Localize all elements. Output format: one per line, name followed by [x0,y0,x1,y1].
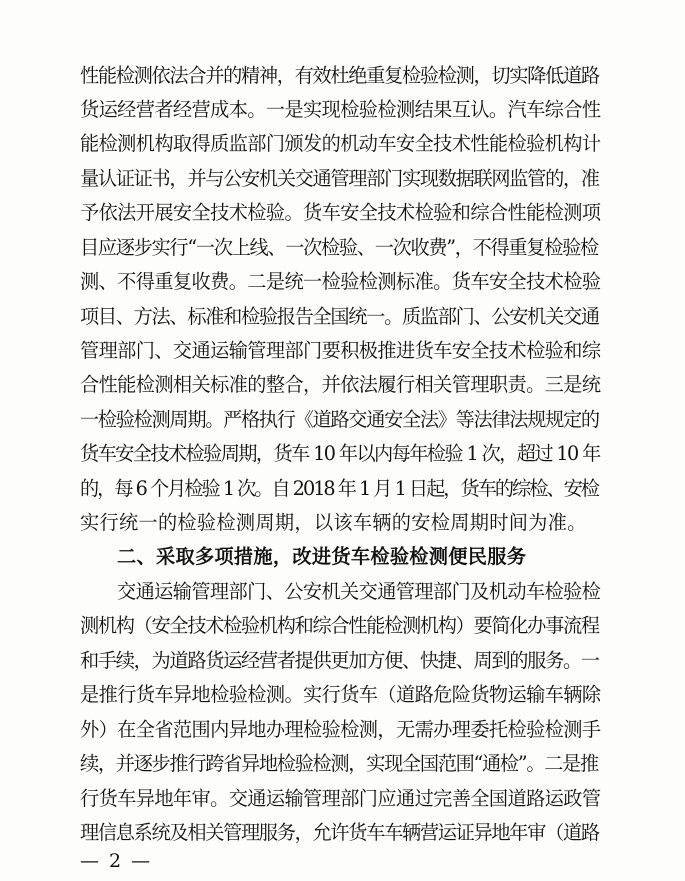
paragraph-2-line-1: 交通运输管理部门、公安机关交通管理部门及机动车检验检 [117,580,601,603]
body-line-6: 目应逐步实行“一次上线、一次检验、一次收费”，不得重复检验检 [80,236,598,259]
body-line-9: 管理部门、交通运输管理部门要积极推进货车安全技术检验和综 [80,339,601,362]
paragraph-2-line-2: 测机构（安全技术检验机构和综合性能检测机构）要简化办事流程 [80,614,599,637]
body-line-2: 货运经营者经营成本。一是实现检验检测结果互认。汽车综合性 [80,98,601,121]
body-line-8: 项目、方法、标准和检验报告全国统一。质监部门、公安机关交通 [80,305,599,328]
body-line-7: 测、不得重复收费。二是统一检验检测标准。货车安全技术检验 [80,270,601,293]
body-line-5: 予依法开展安全技术检验。货车安全技术检验和综合性能检测项 [80,201,601,224]
body-line-14: 实行统一的检验检测周期，以该车辆的安检周期时间为准。 [80,511,587,534]
paragraph-2-line-3: 和手续，为道路货运经营者提供更加方便、快捷、周到的服务。一 [80,649,599,672]
body-line-13: 的，每 6 个月检验 1 次。自 2018 年 1 月 1 日起，货车的综检、安检 [80,477,598,500]
body-line-3: 能检测机构取得质监部门颁发的机动车安全技术性能检验机构计 [80,132,601,155]
body-line-1: 性能检测依法合并的精神，有效杜绝重复检验检测，切实降低道路 [80,64,599,87]
body-line-4: 量认证证书，并与公安机关交通管理部门实现数据联网监管的，准 [80,167,599,190]
paragraph-2-line-6: 续，并逐步推行跨省异地检验检测，实现全国范围“通检”。二是推 [80,752,598,775]
body-line-11: 一检验检测周期。严格执行《道路交通安全法》等法律法规规定的 [80,408,599,431]
section-heading: 二、采取多项措施，改进货车检验检测便民服务 [117,545,527,568]
paragraph-2-line-7: 行货车异地年审。交通运输管理部门应通过完善全国道路运政管 [80,787,601,810]
page-number: — 2 — [80,850,153,872]
paragraph-2-line-8: 理信息系统及相关管理服务，允许货车车辆营运证异地年审（道路 [80,821,599,844]
body-line-10: 合性能检测相关标准的整合，并依法履行相关管理职责。三是统 [80,373,601,396]
paragraph-2-line-5: 外）在全省范围内异地办理检验检测，无需办理委托检验检测手 [80,718,601,741]
paragraph-2-line-4: 是推行货车异地检验检测。实行货车（道路危险货物运输车辆除 [80,683,601,706]
body-line-12: 货车安全技术检验周期，货车 10 年以内每年检验 1 次，超过 10 年 [80,442,600,465]
